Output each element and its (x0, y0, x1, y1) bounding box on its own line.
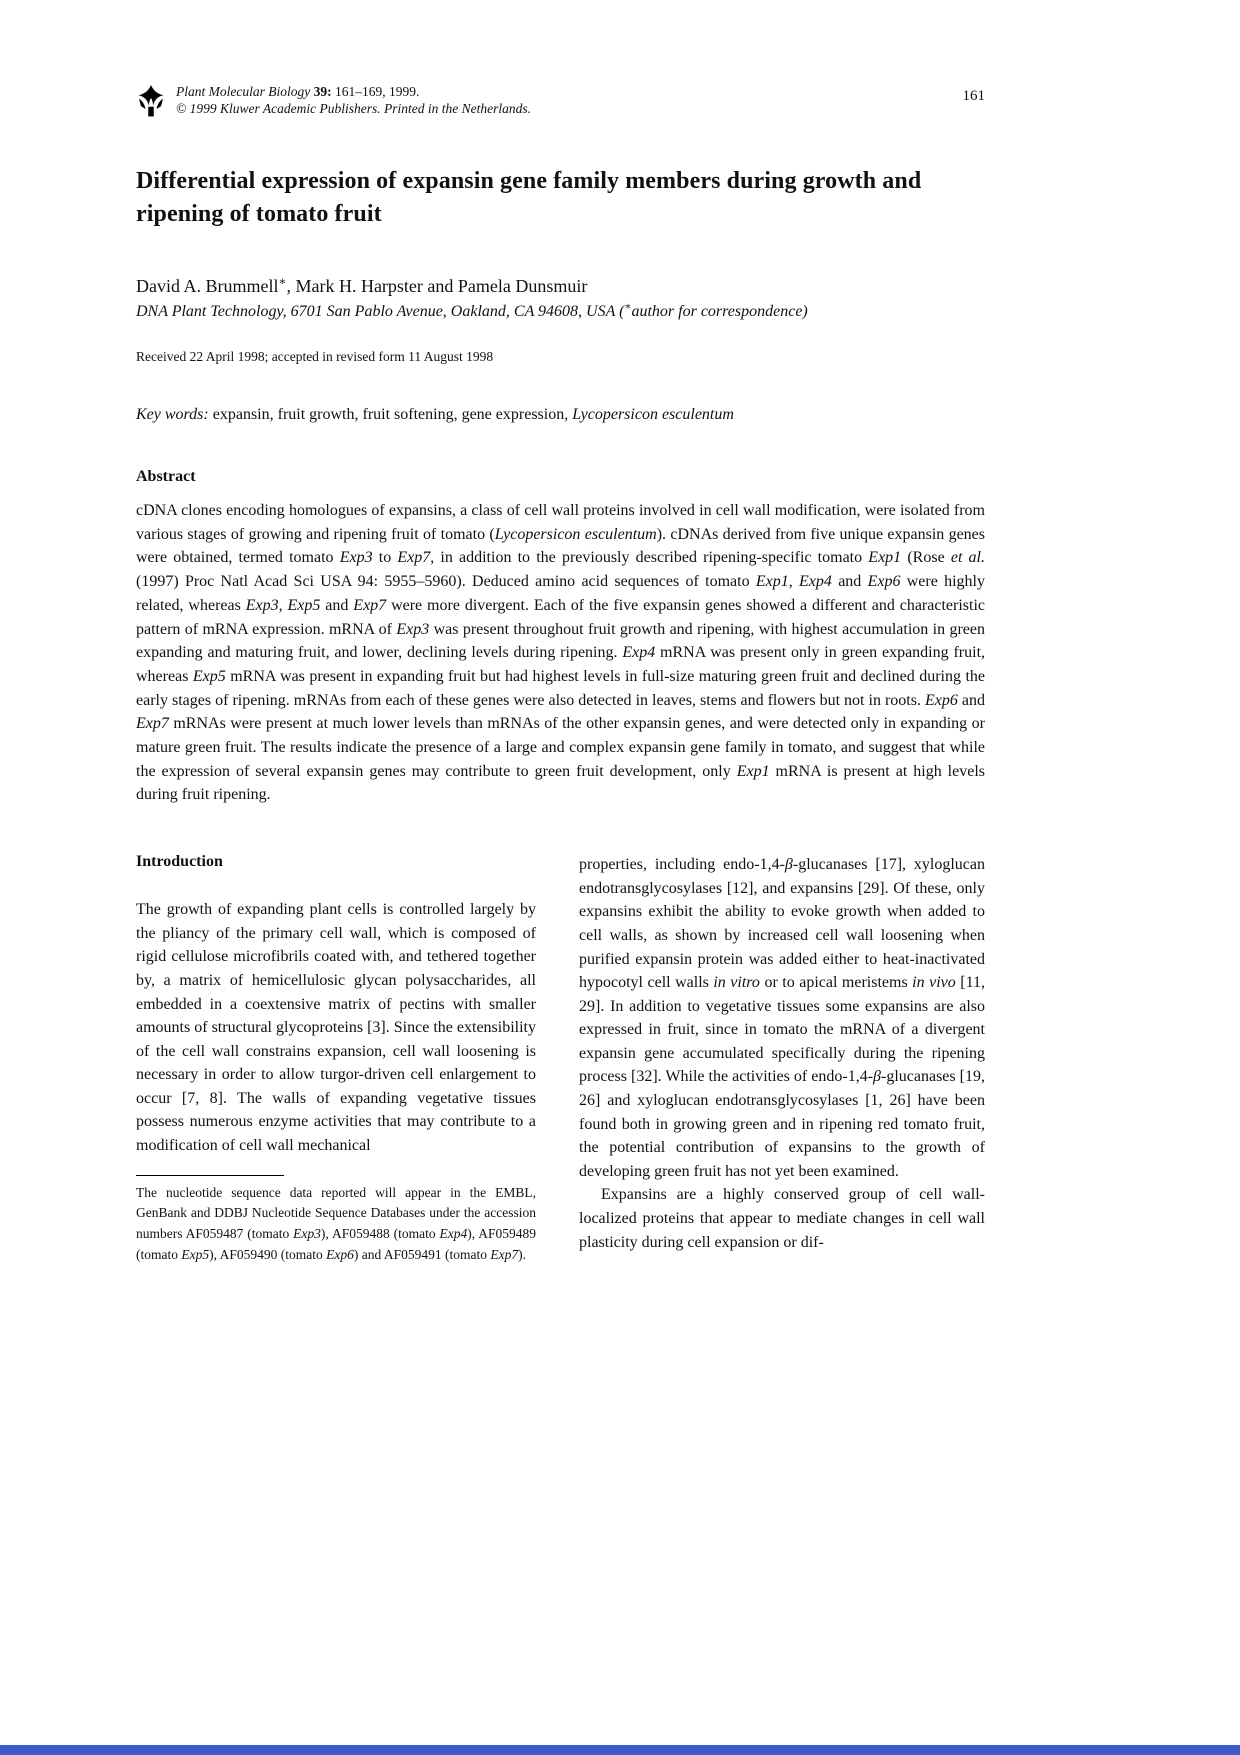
footnote (136, 1175, 536, 1266)
intro-right-paragraph-2: Expansins are a highly conserved group of cell wall-localized proteins that appear to mediate changes in cell wall plasticity during cell expansion or dif- (579, 1186, 985, 1251)
bottom-bar (0, 1745, 1240, 1755)
journal-block (136, 84, 531, 117)
article-title: Differential expression of expansin gene family members during growth and ripening of tomato fruit (136, 168, 922, 227)
publisher-logo-icon (136, 85, 166, 117)
journal-lines (176, 84, 531, 117)
keywords-line: Key words: expansin, fruit growth, fruit softening, gene expression, Lycopersicon esculentum (136, 406, 734, 423)
journal-citation: Plant Molecular Biology 39: 161–169, 1999. (176, 84, 420, 99)
page-number: 161 (962, 88, 985, 104)
affiliation-line: DNA Plant Technology, 6701 San Pablo Avenue, Oakland, CA 94608, USA (∗author for correspondence) (136, 301, 808, 320)
introduction-heading: Introduction (136, 853, 223, 871)
copyright-line: © 1999 Kluwer Academic Publishers. Printed in the Netherlands. (176, 100, 531, 116)
received-line: Received 22 April 1998; accepted in revised form 11 August 1998 (136, 349, 494, 364)
abstract-body: cDNA clones encoding homologues of expansins, a class of cell wall proteins involved in cell wall modification, were isolated from various stages of growing and ripening fruit of tomato (Lycopersicon esculentum). cDNAs derived from five unique expansin genes were obtained, termed tomato Exp3 to Exp7, in addition to the previously described ripening-specific tomato Exp1 (Rose et al. (1997) Proc Natl Acad Sci USA 94: 5955–5960). Deduced amino acid sequences of tomato Exp1, Exp4 and Exp6 were highly related, whereas Exp3, Exp5 and Exp7 were more divergent. Each of the five expansin genes showed a different and characteristic pattern of mRNA expression. mRNA of Exp3 was present throughout fruit growth and ripening, with highest accumulation in green expanding and maturing fruit, and lower, declining levels during ripening. Exp4 mRNA was present only in green expanding fruit, whereas Exp5 mRNA was present in expanding fruit but had highest levels in full-size maturing green fruit and declined during the early stages of ripening. mRNAs from each of these genes were also detected in leaves, stems and flowers but not in roots. Exp6 and Exp7 mRNAs were present at much lower levels than mRNAs of the other expansin genes, and were detected only in expanding or mature green fruit. The results indicate the presence of a large and complex expansin gene family in tomato, and suggest that while the expression of several expansin genes may contribute to green fruit development, only Exp1 mRNA is present at high levels during fruit ripening. (136, 502, 986, 804)
abstract-heading: Abstract (136, 468, 196, 485)
footnote-rule (136, 1175, 284, 1176)
introduction-paragraph: The growth of expanding plant cells is controlled largely by the pliancy of the primary cell wall, which is composed of rigid cellulose microfibrils coated with, and tethered together by, a matrix of hemicellulosic glycan polysaccharides, all embedded in a coextensive matrix of pectins with smaller amounts of structural glycoproteins [3]. Since the extensibility of the cell wall constrains expansion, cell wall loosening is necessary in order to allow turgor-driven cell enlargement to occur [7, 8]. The walls of expanding vegetative tissues possess numerous enzyme activities that may contribute to a modification of cell wall mechanical (136, 901, 536, 1155)
footnote-text: The nucleotide sequence data reported will appear in the EMBL, GenBank and DDBJ Nucleotide Sequence Databases under the accession numbers AF059487 (tomato Exp3), AF059488 (tomato Exp4), AF059489 (tomato Exp5), AF059490 (tomato Exp6) and AF059491 (tomato Exp7). (136, 1184, 536, 1263)
page-header (136, 84, 985, 117)
authors-line: David A. Brummell∗, Mark H. Harpster and Pamela Dunsmuir (136, 275, 588, 296)
introduction-section (136, 853, 985, 1266)
right-column (579, 853, 985, 1254)
intro-right-paragraph-1: properties, including endo-1,4-β-glucanases [17], xyloglucan endotransglycosylases [12], and expansins [29]. Of these, only expansins exhibit the ability to evoke growth when added to cell walls, as shown by increased cell wall loosening when purified expansin protein was added either to heat-inactivated hypocotyl cell walls in vitro or to apical meristems in vivo [11, 29]. In addition to vegetative tissues some expansins are also expressed in fruit, since in tomato the mRNA of a divergent expansin gene accumulated specifically during the ripening process [32]. While the activities of endo-1,4-β-glucanases [19, 26] and xyloglucan endotransglycosylases [1, 26] have been found both in growing green and in ripening red tomato fruit, the potential contribution of expansins to the growth of developing green fruit has not yet been examined. (579, 856, 985, 1180)
abstract-section (136, 468, 985, 807)
left-column (136, 853, 536, 1266)
